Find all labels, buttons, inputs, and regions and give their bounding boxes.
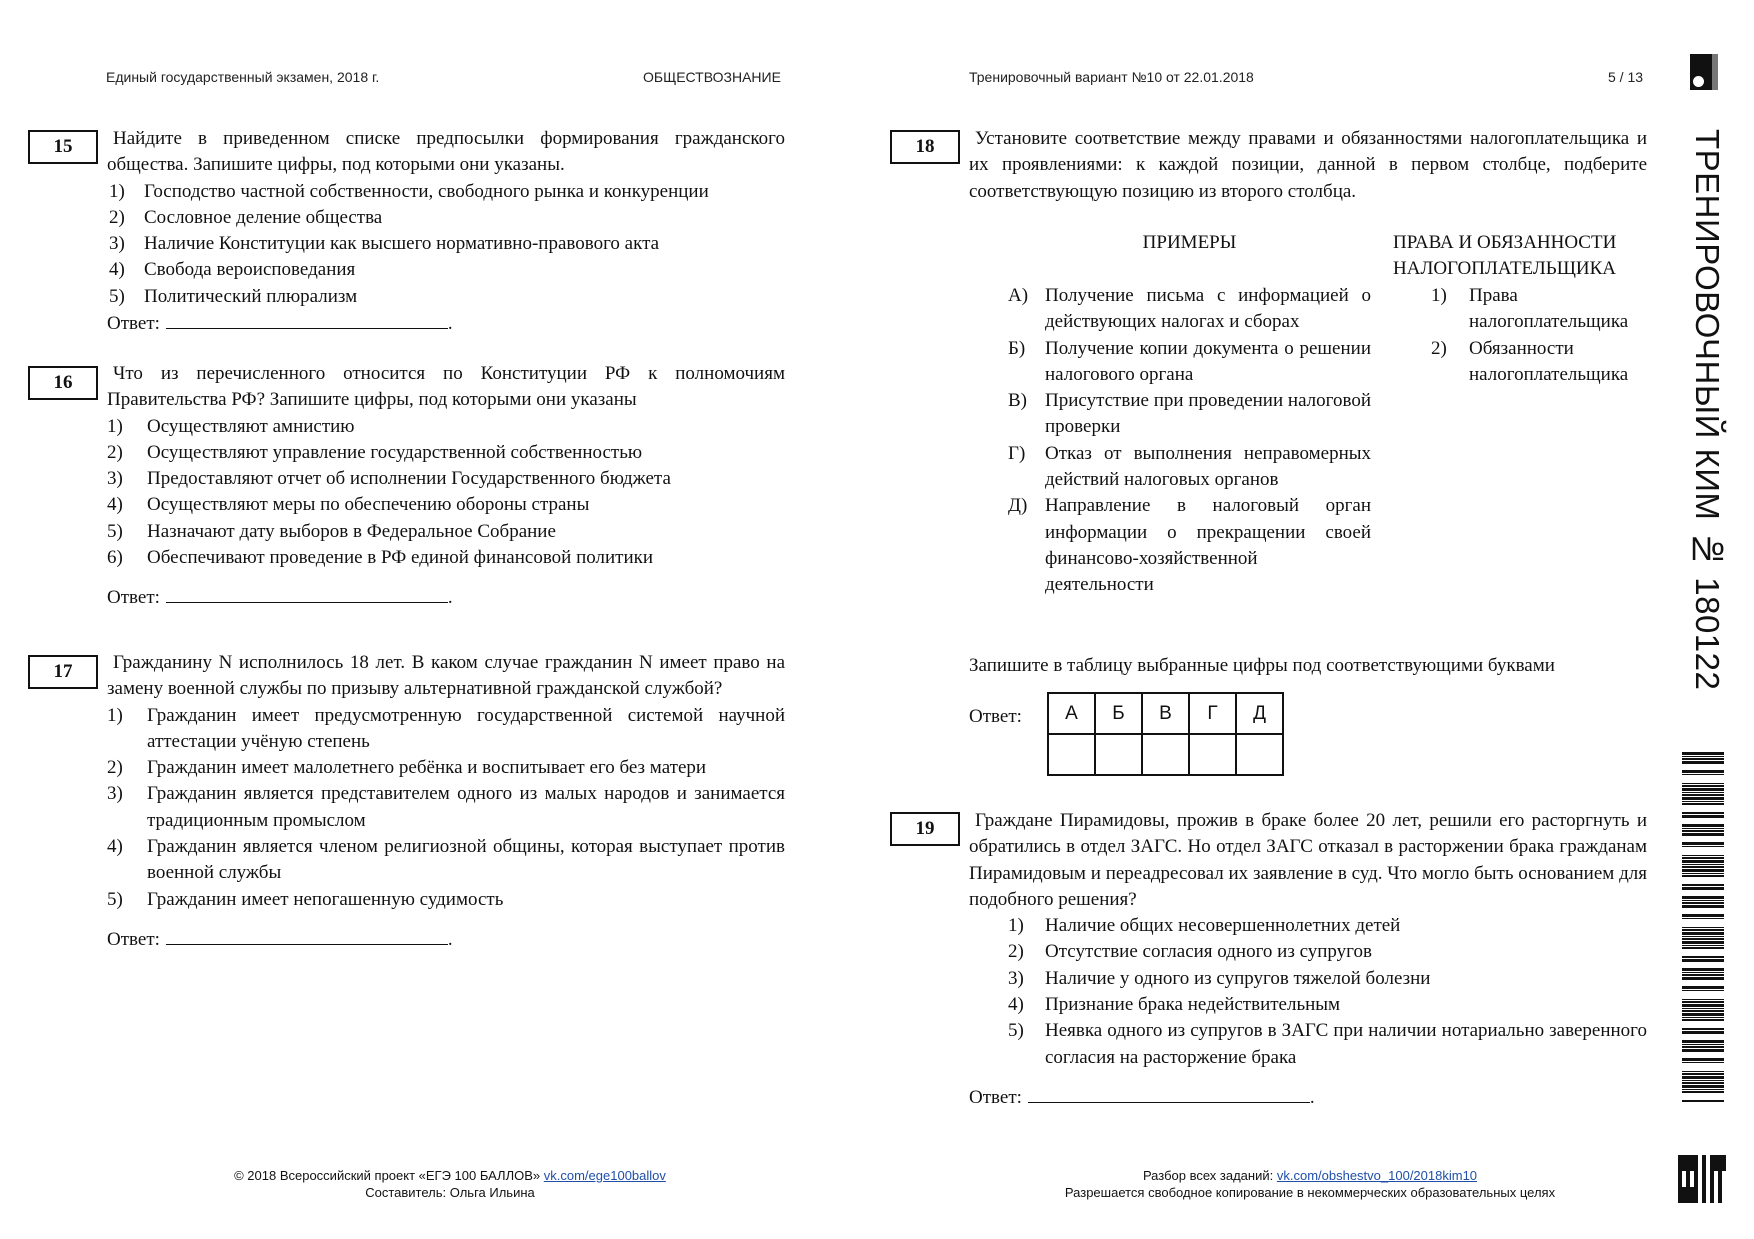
item-text: Обеспечивают проведение в РФ единой финансовой политики	[147, 547, 654, 569]
item-text: Назначают дату выборов в Федеральное Собрание	[147, 520, 556, 542]
list-item	[109, 257, 785, 283]
side-title: ТРЕНИРОВОЧНЫЙ КИМ № 180122	[1689, 129, 1726, 691]
table-letter: Д	[1236, 693, 1283, 734]
list-item	[107, 703, 785, 756]
list-item	[107, 440, 785, 466]
footer-analysis-label: Разбор всех заданий:	[1142, 1168, 1274, 1183]
list-item	[1431, 336, 1651, 389]
list-item	[1008, 441, 1371, 494]
list-item	[1008, 966, 1647, 992]
list-item	[107, 755, 785, 781]
item-text: Осуществляют меры по обеспечению обороны страны	[147, 494, 590, 516]
categories-list	[1431, 283, 1651, 388]
qr-code-icon	[1678, 1155, 1727, 1204]
question-19	[969, 808, 1647, 1111]
answer-cell[interactable]	[1189, 734, 1236, 775]
answer-cell[interactable]	[1236, 734, 1283, 775]
item-number: Д)	[1008, 495, 1028, 517]
footer-left-link[interactable]: vk.com/ege100ballov	[543, 1168, 666, 1183]
question-text: Граждане Пирамидовы, прожив в браке более 20 лет, решили его расторгнуть и обратились в отдел ЗАГС. Но отдел ЗАГС отказал в расторжении брака гражданам Пирамидовым и переадресовал их заявление в суд. Что могло быть основанием для подобного решения?	[969, 810, 1647, 910]
item-number: 3)	[109, 233, 125, 255]
item-text: Признание брака недействительным	[1045, 994, 1341, 1016]
answer-label: Ответ:	[969, 706, 1022, 727]
list-item	[107, 492, 785, 518]
item-text: Права налогоплательщика	[1469, 285, 1629, 333]
examples-heading: ПРИМЕРЫ	[1142, 232, 1237, 253]
list-item	[1008, 283, 1371, 336]
item-text: Гражданин является представителем одного из малых народов и занимается традиционным промыслом	[147, 783, 785, 831]
answer-cell[interactable]	[1095, 734, 1142, 775]
item-text: Наличие Конституции как высшего нормативно-правового акта	[144, 233, 660, 255]
question-text: Найдите в приведенном списке предпосылки формирования гражданского общества. Запишите цифры, под которыми они указаны.	[107, 128, 785, 176]
item-text: Гражданин является членом религиозной общины, которая выступает против военной службы	[147, 836, 785, 884]
table-letter: А	[1048, 693, 1095, 734]
list-item	[107, 834, 785, 887]
item-number: 3)	[1008, 967, 1024, 989]
table-letter: Г	[1189, 693, 1236, 734]
list-item	[107, 414, 785, 440]
footer-right-link[interactable]: vk.com/obshestvo_100/2018kim10	[1276, 1168, 1478, 1183]
item-text: Наличие общих несовершеннолетних детей	[1045, 915, 1401, 937]
list-item	[109, 284, 785, 310]
item-text: Гражданин имеет предусмотренную государственной системой научной аттестации учёную степень	[147, 704, 785, 752]
question-number-box: 17	[28, 655, 98, 689]
item-number: 4)	[1008, 994, 1024, 1016]
list-item	[1008, 336, 1371, 389]
item-number: 5)	[107, 520, 123, 542]
list-item	[1431, 283, 1651, 336]
item-text: Неявка одного из супругов в ЗАГС при наличии нотариально заверенного согласия на расторжение брака	[1045, 1020, 1647, 1068]
header-variant: Тренировочный вариант №10 от 22.01.2018	[969, 69, 1254, 85]
item-number: 6)	[107, 547, 123, 569]
question-number-box: 15	[28, 130, 98, 164]
item-number: 2)	[107, 441, 123, 463]
question-17	[107, 650, 785, 953]
item-text: Политический плюрализм	[144, 285, 358, 307]
item-text: Осуществляют управление государственной собственностью	[147, 441, 643, 463]
item-number: 3)	[107, 468, 123, 490]
page-number: 5 / 13	[1608, 69, 1644, 85]
item-text: Обязанности налогоплательщика	[1469, 337, 1629, 385]
list-item	[1008, 913, 1647, 939]
list-item	[1008, 992, 1647, 1018]
footer-copyright: © 2018 Всероссийский проект «ЕГЭ 100 БАЛЛОВ»	[234, 1168, 541, 1183]
table-letter: Б	[1095, 693, 1142, 734]
answer-label: Ответ:	[107, 587, 160, 609]
table-instruction: Запишите в таблицу выбранные цифры под соответствующими буквами	[969, 655, 1555, 676]
item-text: Направление в налоговый орган информации о прекращении своей финансово-хозяйственной деятельности	[1045, 495, 1371, 596]
list-item	[107, 519, 785, 545]
list-item	[107, 466, 785, 492]
answer-label: Ответ:	[969, 1086, 1022, 1108]
item-number: 5)	[109, 285, 125, 307]
barcode-icon	[1682, 752, 1724, 1102]
list-item	[109, 231, 785, 257]
item-text: Присутствие при проведении налоговой проверки	[1045, 390, 1371, 438]
answer-field[interactable]: Ответ: .	[107, 310, 785, 337]
answer-label: Ответ:	[107, 313, 160, 335]
examples-list	[1008, 283, 1371, 599]
item-text: Осуществляют амнистию	[147, 415, 355, 437]
question-18-text: Установите соответствие между правами и обязанностями налогоплательщика и их проявлениями: к каждой позиции, данной в первом столбце, подберите соответствующую позицию из второго столбца.	[969, 128, 1647, 202]
item-number: 2)	[1008, 941, 1024, 963]
answer-field[interactable]: Ответ: .	[969, 1084, 1647, 1111]
answer-field[interactable]: Ответ: .	[107, 926, 785, 953]
question-text: Гражданину N исполнилось 18 лет. В каком случае гражданин N имеет право на замену военной службы по призыву альтернативной гражданской службой?	[107, 652, 785, 700]
question-text: Что из перечисленного относится по Конституции РФ к полномочиям Правительства РФ? Запишите цифры, под которыми они указаны	[107, 363, 785, 411]
item-text: Господство частной собственности, свободного рынка и конкуренции	[144, 180, 709, 202]
item-number: 1)	[1008, 915, 1024, 937]
table-letter: В	[1142, 693, 1189, 734]
footer-license: Разрешается свободное копирование в некоммерческих образовательных целях	[1064, 1185, 1556, 1200]
item-number: 3)	[107, 783, 123, 805]
list-item	[1008, 388, 1371, 441]
item-text: Получение копии документа о решении налогового органа	[1045, 337, 1371, 385]
item-number: 4)	[107, 836, 123, 858]
item-number: 4)	[107, 494, 123, 516]
question-number-box: 18	[890, 130, 960, 164]
item-text: Гражданин имеет малолетнего ребёнка и воспитывает его без матери	[147, 757, 707, 779]
answer-cell[interactable]	[1048, 734, 1095, 775]
answer-label: Ответ:	[107, 928, 160, 950]
answer-table	[1047, 692, 1284, 776]
item-number: 2)	[107, 757, 123, 779]
item-text: Отсутствие согласия одного из супругов	[1045, 941, 1372, 963]
item-number: 1)	[107, 704, 123, 726]
item-text: Предоставляют отчет об исполнении Государственного бюджета	[147, 468, 671, 490]
item-number: 1)	[109, 180, 125, 202]
item-number: В)	[1008, 390, 1027, 412]
item-text: Наличие у одного из супругов тяжелой болезни	[1045, 967, 1431, 989]
list-item	[107, 887, 785, 913]
list-item	[1008, 939, 1647, 965]
list-item	[1008, 493, 1371, 598]
item-number: Б)	[1008, 337, 1026, 359]
item-text: Отказ от выполнения неправомерных действий налоговых органов	[1045, 442, 1371, 491]
corner-marker-icon	[1690, 54, 1718, 90]
list-item	[1008, 1018, 1647, 1071]
list-item	[107, 781, 785, 834]
list-item	[109, 205, 785, 231]
list-item	[109, 179, 785, 205]
list-item	[107, 545, 785, 571]
item-number: 5)	[107, 888, 123, 910]
item-number: Г)	[1008, 442, 1026, 464]
question-15	[107, 126, 785, 337]
item-text: Свобода вероисповедания	[144, 259, 356, 281]
categories-heading: ПРАВА И ОБЯЗАННОСТИ НАЛОГОПЛАТЕЛЬЩИКА	[1393, 232, 1617, 280]
answer-cell[interactable]	[1142, 734, 1189, 775]
item-text: Получение письма с информацией о действующих налогах и сборах	[1045, 285, 1371, 333]
question-16	[107, 361, 785, 612]
footer-right	[960, 1167, 1660, 1201]
footer-author: Составитель: Ольга Ильина	[365, 1185, 535, 1200]
item-text: Сословное деление общества	[144, 206, 383, 228]
header-exam: Единый государственный экзамен, 2018 г.	[106, 69, 380, 85]
footer-left	[150, 1167, 750, 1201]
question-number-box: 19	[890, 812, 960, 846]
item-number: 1)	[1431, 285, 1447, 306]
item-number: 1)	[107, 415, 123, 437]
item-number: 2)	[109, 206, 125, 228]
item-number: 5)	[1008, 1020, 1024, 1042]
answer-field[interactable]: Ответ: .	[107, 584, 785, 611]
question-number-box: 16	[28, 366, 98, 400]
item-number: 2)	[1431, 337, 1447, 359]
header-subject: ОБЩЕСТВОЗНАНИЕ	[643, 69, 781, 85]
item-text: Гражданин имеет непогашенную судимость	[147, 888, 504, 910]
item-number: А)	[1008, 285, 1029, 306]
item-number: 4)	[109, 259, 125, 281]
